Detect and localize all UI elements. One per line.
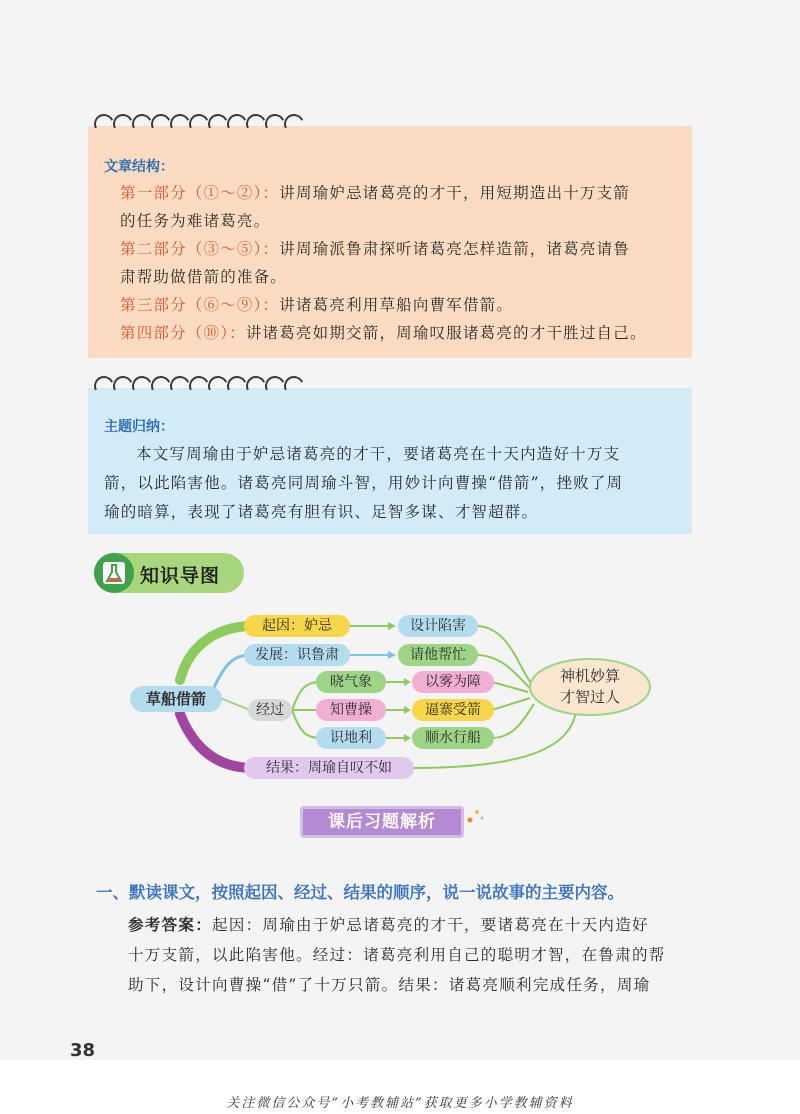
answer-label: 参考答案： [128, 916, 213, 934]
structure-title: 文章结构： [104, 159, 174, 175]
exercise-banner: 课后习题解析 [300, 806, 464, 838]
mindmap-conclusion-node [540, 666, 640, 708]
part-lead: 第一部分（①～②）： [120, 184, 280, 202]
part-line [120, 293, 513, 315]
answer-line: 助下，设计向曹操“借”了十万只箭。结果：诸葛亮顺利完成任务，周瑜 [128, 976, 651, 994]
part-lead: 第二部分（③～⑤）： [120, 240, 280, 258]
theme-line: 本文写周瑜由于妒忌诸葛亮的才干，要诸葛亮在十天内造好十万支 [136, 445, 621, 463]
part-line [120, 321, 647, 343]
part-lead: 第四部分（⑩）： [120, 324, 246, 342]
ring-icon [281, 373, 307, 399]
theme-line: 瑜的暗算，表现了诸葛亮有胆有识、足智多谋、才智超群。 [104, 503, 539, 521]
mind-map [120, 602, 660, 802]
part-text: 讲周瑜派鲁肃探听诸葛亮怎样造箭，诸葛亮请鲁 [279, 240, 630, 258]
page-number: 38 [70, 1040, 96, 1061]
mindmap-center-node: 草船借箭 [130, 686, 222, 712]
mindmap-cause-result-node: 设计陷害 [398, 615, 478, 637]
part-text: 讲周瑜妒忌诸葛亮的才干，用短期造出十万支箭 [279, 184, 630, 202]
part-text: 讲诸葛亮利用草船向曹军借箭。 [279, 296, 514, 314]
part-line [120, 237, 630, 259]
mindmap-process-right-node: 以雾为障 [412, 671, 494, 693]
ring-icon [281, 111, 307, 137]
mindmap-development-result-node: 请他帮忙 [398, 644, 478, 666]
question-heading: 一、默读课文，按照起因、经过、结果的顺序，说一说故事的主要内容。 [96, 883, 624, 902]
flask-icon [94, 553, 134, 593]
part-text: 讲诸葛亮如期交箭，周瑜叹服诸葛亮的才干胜过自己。 [245, 324, 647, 342]
footer-note: 关注微信公众号“小考教辅站”获取更多小学教辅资料 [226, 1096, 574, 1111]
theme-card [88, 388, 692, 534]
theme-line: 箭，以此陷害他。诸葛亮同周瑜斗智，用妙计向曹操“借箭”，挫败了周 [104, 474, 624, 492]
part-lead: 第三部分（⑥～⑨）： [120, 296, 280, 314]
part-continuation: 肃帮助做借箭的准备。 [120, 268, 288, 286]
conclusion-line: 神机妙算 [559, 667, 620, 685]
mindmap-process-left-node: 识地利 [316, 727, 386, 749]
mindmap-cause-node: 起因：妒忌 [244, 615, 350, 637]
answer-line: 十万支箭，以此陷害他。经过：诸葛亮利用自己的聪明才智，在鲁肃的帮 [128, 946, 666, 964]
conclusion-line: 才智过人 [559, 688, 620, 706]
answer-line [128, 913, 649, 935]
part-line [120, 181, 630, 203]
knowledge-header [94, 553, 244, 593]
mindmap-process-left-node: 晓气象 [316, 671, 386, 693]
mindmap-process-node: 经过 [248, 699, 292, 721]
part-continuation: 的任务为难诸葛亮。 [120, 212, 271, 230]
mindmap-result-node: 结果：周瑜自叹不如 [244, 757, 414, 779]
spiral-rings [94, 376, 303, 398]
theme-title: 主题归纳： [104, 419, 174, 435]
mindmap-process-right-node: 逼寨受箭 [412, 699, 494, 721]
mindmap-process-left-node: 知曹操 [316, 699, 386, 721]
structure-card [88, 126, 692, 358]
knowledge-title: 知识导图 [140, 565, 221, 587]
mindmap-process-right-node: 顺水行船 [412, 727, 494, 749]
sparkle-icon [466, 806, 486, 826]
spiral-rings [94, 114, 303, 136]
answer-text: 起因：周瑜由于妒忌诸葛亮的才干，要诸葛亮在十天内造好 [212, 916, 649, 934]
mindmap-development-node: 发展：识鲁肃 [244, 644, 350, 666]
